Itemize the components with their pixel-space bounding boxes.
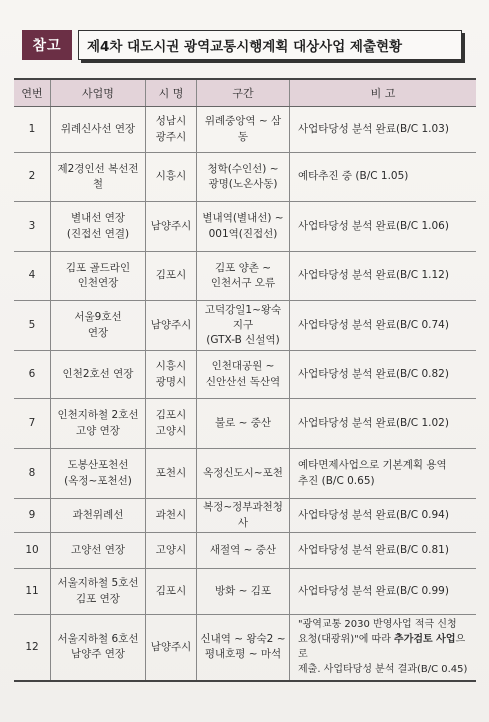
table-row — [14, 301, 476, 351]
document-title: 제4차 대도시권 광역교통시행계획 대상사업 제출현황 — [78, 30, 462, 60]
cell-note: 사업타당성 분석 완료(B/C 0.82) — [290, 351, 477, 399]
cell-no: 3 — [14, 202, 51, 252]
cell-no: 4 — [14, 252, 51, 301]
cell-section: 인천대공원 ~ 신안산선 독산역 — [197, 351, 290, 399]
col-header-city: 시 명 — [146, 79, 197, 107]
cell-city: 남양주시 — [146, 202, 197, 252]
table-row — [14, 569, 476, 615]
cell-city: 시흥시 광명시 — [146, 351, 197, 399]
table-row — [14, 107, 476, 153]
cell-city: 김포시 — [146, 569, 197, 615]
table-row — [14, 202, 476, 252]
col-header-name: 사업명 — [51, 79, 146, 107]
cell-section: 별내역(별내선) ~ 001역(진접선) — [197, 202, 290, 252]
note-highlight: 추가검토 사업 — [394, 634, 456, 646]
cell-name: 도봉산포천선 (옥정~포천선) — [51, 449, 146, 499]
cell-no: 11 — [14, 569, 51, 615]
cell-city: 남양주시 — [146, 301, 197, 351]
cell-section: 김포 양촌 ~ 인천서구 오류 — [197, 252, 290, 301]
table-row — [14, 533, 476, 569]
cell-no: 8 — [14, 449, 51, 499]
cell-name: 인천2호선 연장 — [51, 351, 146, 399]
cell-city: 김포시 — [146, 252, 197, 301]
note-text-part: 으로 제출. 사업타당성 분석 결과(B/C 0.45) — [298, 634, 468, 676]
table-header-row — [14, 79, 476, 107]
cell-no: 5 — [14, 301, 51, 351]
col-header-note: 비 고 — [290, 79, 477, 107]
col-header-no: 연번 — [14, 79, 51, 107]
cell-name: 서울지하철 5호선 김포 연장 — [51, 569, 146, 615]
projects-table — [14, 78, 476, 682]
cell-name: 고양선 연장 — [51, 533, 146, 569]
cell-section: 위례중앙역 ~ 삼동 — [197, 107, 290, 153]
cell-name: 제2경인선 복선전철 — [51, 153, 146, 202]
cell-name: 과천위례선 — [51, 499, 146, 533]
cell-section: 방화 ~ 김포 — [197, 569, 290, 615]
cell-city: 고양시 — [146, 533, 197, 569]
cell-city: 포천시 — [146, 449, 197, 499]
cell-section: 불로 ~ 중산 — [197, 399, 290, 449]
header — [22, 28, 462, 62]
cell-section: 신내역 ~ 왕숙2 ~ 평내호평 ~ 마석 — [197, 615, 290, 681]
col-header-section: 구간 — [197, 79, 290, 107]
cell-section: 복정~정부과천청사 — [197, 499, 290, 533]
table-row — [14, 153, 476, 202]
table-row — [14, 351, 476, 399]
cell-section: 청학(수인선) ~ 광명(노온사동) — [197, 153, 290, 202]
cell-section: 옥정신도시~포천 — [197, 449, 290, 499]
cell-note: 사업타당성 분석 완료(B/C 0.94) — [290, 499, 477, 533]
cell-name: 김포 골드라인 인천연장 — [51, 252, 146, 301]
table-row — [14, 399, 476, 449]
cell-note: 예타면제사업으로 기본계획 용역 추진 (B/C 0.65) — [290, 449, 477, 499]
cell-name: 서울지하철 6호선 남양주 연장 — [51, 615, 146, 681]
cell-no: 7 — [14, 399, 51, 449]
cell-note: 사업타당성 분석 완료(B/C 0.99) — [290, 569, 477, 615]
cell-note: 예타추진 중 (B/C 1.05) — [290, 153, 477, 202]
cell-note: 사업타당성 분석 완료(B/C 1.03) — [290, 107, 477, 153]
cell-note: 사업타당성 분석 완료(B/C 1.06) — [290, 202, 477, 252]
cell-no: 1 — [14, 107, 51, 153]
cell-name: 위례신사선 연장 — [51, 107, 146, 153]
cell-note — [290, 615, 477, 681]
cell-no: 2 — [14, 153, 51, 202]
table-row — [14, 252, 476, 301]
table-row — [14, 499, 476, 533]
note-text-part: "광역교통 2030 반영사업 적극 신청 요청(대광위)"에 따라 — [298, 619, 457, 646]
cell-city: 성남시 광주시 — [146, 107, 197, 153]
cell-name: 서울9호선 연장 — [51, 301, 146, 351]
cell-city: 시흥시 — [146, 153, 197, 202]
cell-city: 남양주시 — [146, 615, 197, 681]
cell-name: 별내선 연장 (진접선 연결) — [51, 202, 146, 252]
reference-badge: 참고 — [22, 30, 72, 60]
cell-note: 사업타당성 분석 완료(B/C 1.12) — [290, 252, 477, 301]
cell-section: 새절역 ~ 중산 — [197, 533, 290, 569]
cell-city: 과천시 — [146, 499, 197, 533]
cell-city: 김포시 고양시 — [146, 399, 197, 449]
cell-note: 사업타당성 분석 완료(B/C 0.81) — [290, 533, 477, 569]
cell-no: 12 — [14, 615, 51, 681]
cell-no: 6 — [14, 351, 51, 399]
cell-section: 고덕강일1~왕숙지구 (GTX-B 신설역) — [197, 301, 290, 351]
table-row — [14, 449, 476, 499]
cell-note: 사업타당성 분석 완료(B/C 1.02) — [290, 399, 477, 449]
table-row — [14, 615, 476, 681]
cell-note: 사업타당성 분석 완료(B/C 0.74) — [290, 301, 477, 351]
cell-no: 10 — [14, 533, 51, 569]
cell-name: 인천지하철 2호선 고양 연장 — [51, 399, 146, 449]
cell-no: 9 — [14, 499, 51, 533]
